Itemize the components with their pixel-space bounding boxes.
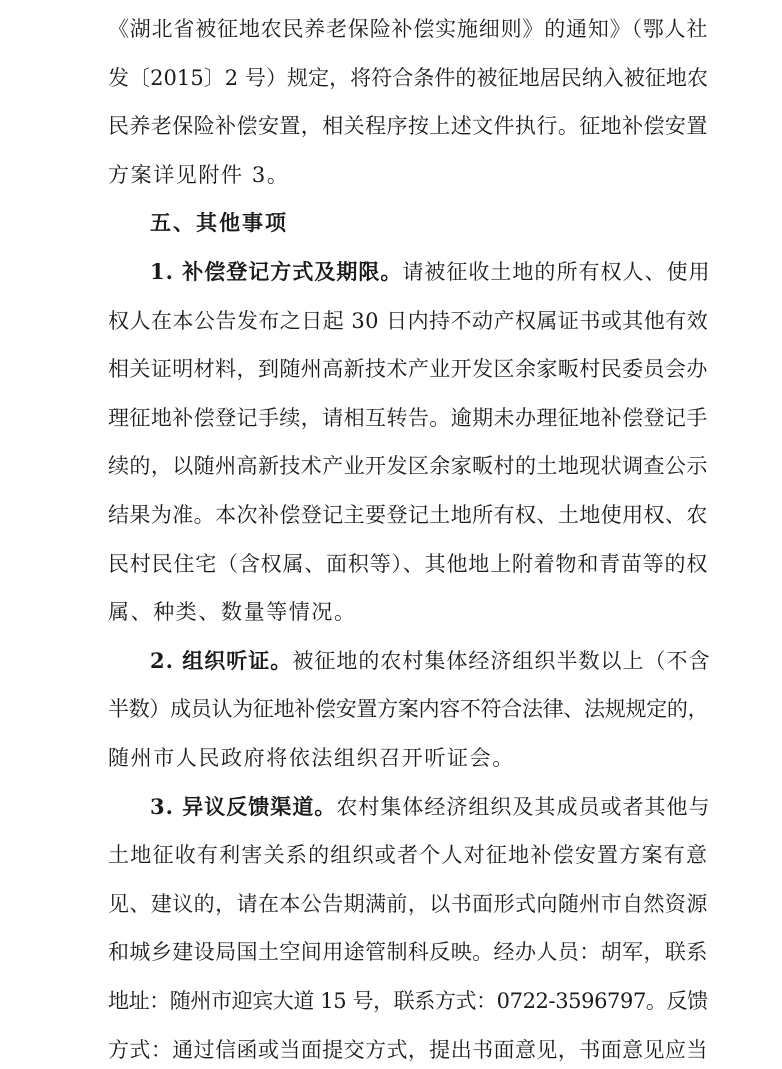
text-line: 发〔2015〕2 号）规定，将符合条件的被征地居民纳入被征地农 — [108, 65, 709, 90]
text-line: 续的，以随州高新技术产业开发区余家畈村的土地现状调查公示 — [108, 454, 708, 479]
text-line: 和城乡建设局国土空间用途管制科反映。经办人员：胡军，联系 — [108, 940, 708, 965]
paragraph-first-line: 3. 异议反馈渠道。农村集体经济组织及其成员或者其他与 — [150, 793, 711, 819]
text-line: 结果为准。本次补偿登记主要登记土地所有权、土地使用权、农 — [108, 503, 708, 527]
text-line: 理征地补偿登记手续，请相互转告。逾期未办理征地补偿登记手 — [108, 405, 708, 430]
text-line: 见、建议的，请在本公告期满前，以书面形式向随州市自然资源 — [108, 891, 708, 916]
text-line: 民村民住宅（含权属、面积等）、其他地上附着物和青苗等的权 — [108, 551, 709, 576]
item-title: 2. 组织听证。 — [150, 647, 293, 673]
text-line: 民养老保险补偿安置，相关程序按上述文件执行。征地补偿安置 — [108, 114, 708, 139]
text-line: 属、种类、数量等情况。 — [108, 600, 357, 625]
item-title: 3. 异议反馈渠道。 — [150, 793, 337, 819]
text-line: 随州市人民政府将依法组织召开听证会。 — [108, 746, 515, 770]
text-line: 《湖北省被征地农民养老保险补偿实施细则》的通知》（鄂人社 — [108, 17, 709, 41]
text-line: 相关证明材料，到随州高新技术产业开发区余家畈村民委员会办 — [108, 357, 708, 382]
text-line: 地址：随州市迎宾大道 15 号，联系方式：0722-3596797。反馈 — [108, 989, 708, 1013]
paragraph-first-line: 1. 补偿登记方式及期限。请被征收土地的所有权人、使用 — [150, 259, 711, 284]
text-line: 半数）成员认为征地补偿安置方案内容不符合法律、法规规定的， — [108, 697, 709, 722]
text-line: 方式：通过信函或当面提交方式，提出书面意见，书面意见应当 — [108, 1037, 708, 1062]
paragraph-first-line: 2. 组织听证。被征地的农村集体经济组织半数以上（不含 — [150, 647, 711, 673]
item-title: 1. 补偿登记方式及期限。 — [150, 259, 403, 284]
text-line: 权人在本公告发布之日起 30 日内持不动产权属证书或其他有效 — [108, 308, 709, 333]
text-line: 方案详见附件 3。 — [108, 162, 290, 187]
text-line: 土地征收有利害关系的组织或者个人对征地补偿安置方案有意 — [108, 843, 709, 868]
section-heading: 五、其他事项 — [150, 210, 288, 236]
